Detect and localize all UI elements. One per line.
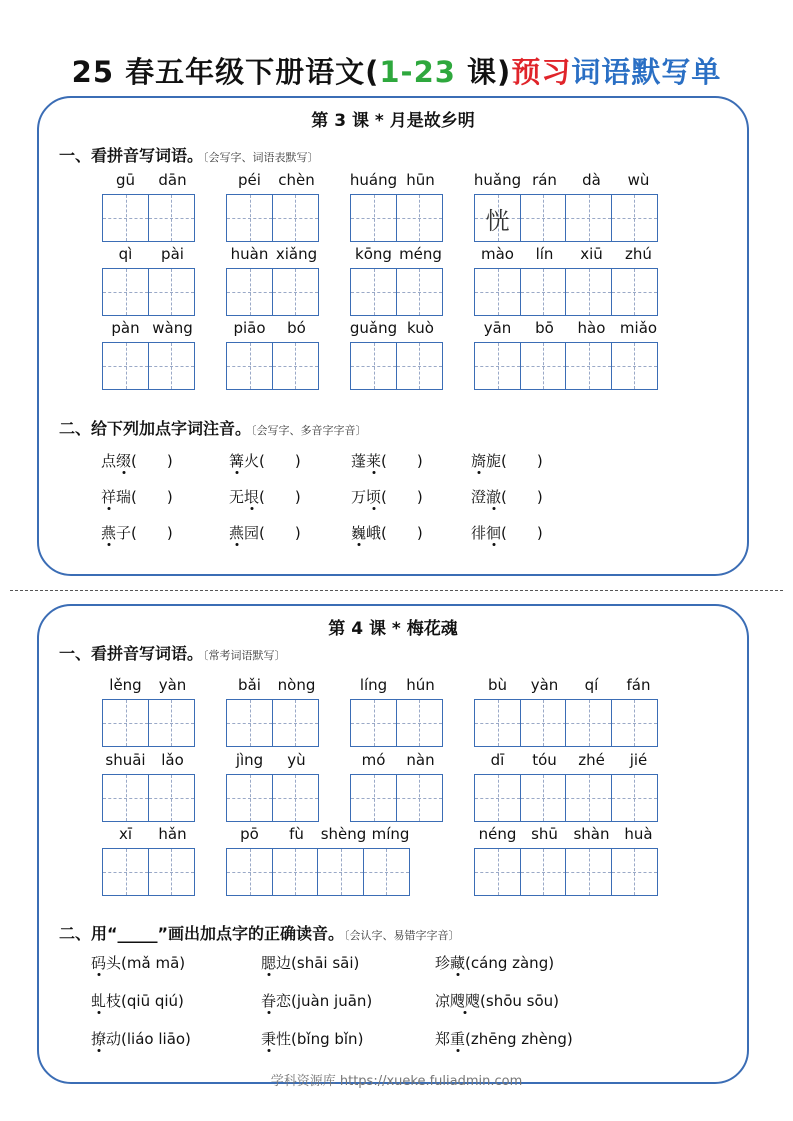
writing-box[interactable] (226, 848, 273, 896)
pinyin-syllable: shèng (320, 825, 367, 843)
annotation-item (471, 522, 543, 543)
pinyin-syllable: hào (577, 319, 606, 337)
writing-boxes (102, 848, 193, 896)
word-char-a: 眷 (261, 992, 277, 1010)
pinyin-row (102, 245, 196, 267)
writing-box[interactable] (317, 848, 364, 896)
writing-box[interactable] (474, 342, 521, 390)
pinyin-syllable: chèn (278, 171, 315, 189)
page-title (0, 50, 793, 91)
pinyin-syllable: tóu (532, 751, 557, 769)
pinyin-row (350, 245, 444, 267)
pinyin-row (226, 245, 320, 267)
annotation-item (229, 522, 301, 543)
writing-box[interactable] (226, 342, 273, 390)
pinyin-syllable: qí (584, 676, 599, 694)
word-char-b: 重 (450, 1030, 466, 1048)
writing-boxes (474, 268, 656, 316)
writing-box[interactable] (565, 774, 612, 822)
writing-boxes (102, 194, 193, 242)
annotation-item (101, 486, 173, 507)
pinyin-syllable: zhú (625, 245, 652, 263)
pinyin-syllable: bō (535, 319, 554, 337)
pinyin-syllable: yān (483, 319, 512, 337)
pinyin-syllable: pàn (111, 319, 140, 337)
writing-box[interactable] (102, 268, 149, 316)
answer-slot[interactable]: ( ) (381, 452, 423, 470)
writing-box[interactable] (520, 342, 567, 390)
pinyin-syllable: fù (289, 825, 304, 843)
word-char-b: 性 (276, 1030, 292, 1048)
writing-box[interactable] (565, 848, 612, 896)
writing-box[interactable] (611, 194, 658, 242)
lesson-4-panel (37, 604, 749, 1084)
dashed-divider (10, 590, 783, 591)
writing-boxes (226, 194, 317, 242)
title-worksheet: 词语默写单 (571, 55, 722, 89)
pinyin-syllable: guǎng (349, 319, 398, 337)
pinyin-row (350, 676, 444, 698)
annotation-item (471, 486, 543, 507)
word-char-b: 瑞 (116, 488, 132, 506)
writing-box[interactable] (520, 699, 567, 747)
answer-slot[interactable]: (mǎ mā) (121, 954, 186, 972)
pinyin-row (226, 825, 414, 847)
word-char-b: 头 (106, 954, 122, 972)
annotation-item (261, 1028, 363, 1049)
pinyin-row (226, 171, 320, 193)
pinyin-row (350, 751, 444, 773)
answer-slot[interactable]: ( ) (381, 488, 423, 506)
answer-slot[interactable]: (juàn juān) (291, 992, 373, 1010)
word-char-a: 无 (229, 488, 245, 506)
pinyin-syllable: huà (624, 825, 653, 843)
word-char-b: 峨 (366, 524, 382, 542)
writing-box[interactable] (565, 268, 612, 316)
pinyin-syllable: jié (629, 751, 648, 769)
word-char-a: 燕 (229, 524, 245, 542)
word-huáng-hūn (350, 171, 444, 243)
title-lesson-suffix: 课) (455, 55, 512, 89)
writing-boxes (226, 268, 317, 316)
writing-box[interactable] (148, 194, 195, 242)
word-char-a: 燕 (101, 524, 117, 542)
writing-box[interactable] (102, 774, 149, 822)
word-char-b: 飕飕 (450, 992, 481, 1010)
writing-box[interactable] (148, 848, 195, 896)
pinyin-syllable: yàn (158, 676, 187, 694)
pinyin-syllable: zhé (578, 751, 605, 769)
word-char-a: 虬 (91, 992, 107, 1010)
annotation-item (351, 450, 423, 471)
writing-box[interactable] (520, 848, 567, 896)
word-yān-bō-hào-miǎo (474, 319, 662, 391)
answer-slot[interactable]: ( ) (259, 488, 301, 506)
writing-box[interactable] (396, 194, 443, 242)
writing-boxes (102, 342, 193, 390)
word-kōng-méng (350, 245, 444, 317)
lesson-3-panel (37, 96, 749, 576)
word-char-b: 莱 (366, 452, 382, 470)
pinyin-syllable: nàn (406, 751, 435, 769)
pinyin-syllable: huáng (349, 171, 398, 189)
word-péi-chèn (226, 171, 320, 243)
pinyin-syllable: bó (287, 319, 306, 337)
answer-slot[interactable]: ( ) (259, 524, 301, 542)
answer-slot[interactable]: (shāi sāi) (291, 954, 360, 972)
pinyin-row (102, 825, 196, 847)
writing-box[interactable] (474, 848, 521, 896)
writing-boxes (474, 774, 656, 822)
pinyin-syllable: lín (535, 245, 554, 263)
pinyin-syllable: xī (118, 825, 133, 843)
pinyin-syllable: mó (361, 751, 386, 769)
section-note: 〔常考词语默写〕 (203, 649, 286, 662)
annotation-item (229, 450, 301, 471)
word-xī-hǎn (102, 825, 196, 897)
pinyin-syllable: dī (490, 751, 505, 769)
pinyin-syllable: miǎo (619, 319, 658, 337)
title-lesson-range: 1-23 (379, 55, 456, 89)
lesson-4-section-2-title (59, 921, 460, 944)
pinyin-syllable: qì (118, 245, 133, 263)
pinyin-syllable: fán (626, 676, 651, 694)
word-char-a: 澄 (471, 488, 487, 506)
writing-box[interactable] (474, 699, 521, 747)
word-guǎng-kuò (350, 319, 444, 391)
answer-slot[interactable]: (cáng zàng) (465, 954, 555, 972)
pinyin-syllable: jìng (235, 751, 264, 769)
lesson-3-section-2-title (59, 416, 367, 439)
word-char-a: 旖 (471, 452, 487, 470)
writing-box[interactable] (148, 699, 195, 747)
writing-box[interactable] (520, 194, 567, 242)
writing-box[interactable] (226, 774, 273, 822)
word-bù-yàn-qí-fán (474, 676, 662, 748)
word-dī-tóu-zhé-jié (474, 751, 662, 823)
writing-box[interactable] (396, 268, 443, 316)
writing-box[interactable] (226, 194, 273, 242)
pinyin-row (226, 319, 320, 341)
annotation-item (261, 990, 372, 1011)
pinyin-syllable: hūn (406, 171, 435, 189)
writing-box[interactable] (272, 194, 319, 242)
word-char-a: 点 (101, 452, 117, 470)
annotation-item (435, 952, 554, 973)
writing-box[interactable] (565, 342, 612, 390)
word-piāo-bó (226, 319, 320, 391)
word-char-a: 徘 (471, 524, 487, 542)
writing-box[interactable] (565, 194, 612, 242)
annotation-item (91, 990, 184, 1011)
writing-boxes (474, 194, 656, 242)
pinyin-syllable: xiū (580, 245, 603, 263)
pinyin-syllable: lěng (109, 676, 142, 694)
annotation-item (101, 450, 173, 471)
pinyin-syllable: gū (115, 171, 136, 189)
word-char-b: 旎 (486, 452, 502, 470)
word-char-b: 徊 (486, 524, 502, 542)
pinyin-row (226, 751, 320, 773)
pinyin-syllable: lǎo (161, 751, 184, 769)
pinyin-syllable: kuò (407, 319, 434, 337)
writing-box[interactable] (272, 848, 319, 896)
writing-boxes (350, 342, 441, 390)
writing-boxes (102, 699, 193, 747)
writing-box[interactable] (226, 699, 273, 747)
writing-box[interactable] (102, 194, 149, 242)
answer-slot[interactable]: ( ) (381, 524, 423, 542)
pinyin-row (350, 319, 444, 341)
writing-box[interactable] (272, 342, 319, 390)
word-char-b: 藏 (450, 954, 466, 972)
answer-slot[interactable]: ( ) (131, 452, 173, 470)
writing-box[interactable] (350, 342, 397, 390)
writing-box[interactable] (474, 194, 521, 242)
writing-boxes (474, 342, 656, 390)
word-char-b: 恋 (276, 992, 292, 1010)
word-char-b: 子 (116, 524, 132, 542)
annotation-item (435, 1028, 573, 1049)
word-char-a: 凉 (435, 992, 451, 1010)
annotation-item (91, 1028, 191, 1049)
writing-boxes (350, 268, 441, 316)
writing-boxes (102, 268, 193, 316)
pinyin-syllable: huàn (230, 245, 269, 263)
word-char-b: 缀 (116, 452, 132, 470)
writing-boxes (474, 848, 656, 896)
pinyin-syllable: pài (161, 245, 184, 263)
word-qì-pài (102, 245, 196, 317)
pinyin-syllable: shuāi (105, 751, 146, 769)
writing-box[interactable] (226, 268, 273, 316)
word-líng-hún (350, 676, 444, 748)
pinyin-syllable: pō (240, 825, 259, 843)
writing-box[interactable] (102, 848, 149, 896)
pinyin-syllable: hǎn (158, 825, 187, 843)
section-title-text: 一、看拼音写词语。 (59, 644, 204, 663)
pinyin-row (474, 825, 662, 847)
pinyin-syllable: mào (481, 245, 514, 263)
writing-box[interactable] (272, 699, 319, 747)
writing-box[interactable] (148, 342, 195, 390)
answer-slot[interactable]: ( ) (501, 452, 543, 470)
writing-box[interactable] (350, 699, 397, 747)
pinyin-syllable: wàng (152, 319, 193, 337)
answer-slot[interactable]: ( ) (131, 524, 173, 542)
writing-box[interactable] (102, 342, 149, 390)
pinyin-row (474, 751, 662, 773)
writing-box[interactable] (611, 268, 658, 316)
pinyin-row (474, 676, 662, 698)
writing-box[interactable] (611, 342, 658, 390)
word-lěng-yàn (102, 676, 196, 748)
word-char-a: 蓬 (351, 452, 367, 470)
writing-box[interactable] (350, 774, 397, 822)
word-bǎi-nòng (226, 676, 320, 748)
writing-box[interactable] (396, 342, 443, 390)
pinyin-syllable: huǎng (473, 171, 522, 189)
prefilled-character: 恍 (485, 206, 510, 235)
lesson-4-section-1-title (59, 641, 286, 664)
pinyin-row (226, 676, 320, 698)
pinyin-syllable: líng (359, 676, 388, 694)
answer-slot[interactable]: (qiū qiú) (121, 992, 184, 1010)
word-mào-lín-xiū-zhú (474, 245, 662, 317)
word-pō-fù-shèng-míng (226, 825, 414, 897)
section-title-text: 二、用“_____”画出加点字的正确读音。 (59, 924, 345, 943)
pinyin-syllable: hún (406, 676, 435, 694)
watermark: 学科资源库 https://xueke.fuliadmin.com (270, 1074, 523, 1089)
annotation-item (351, 486, 423, 507)
pinyin-syllable: dān (158, 171, 187, 189)
pinyin-syllable: xiǎng (275, 245, 318, 263)
writing-boxes (350, 194, 441, 242)
writing-box[interactable] (565, 699, 612, 747)
writing-boxes (102, 774, 193, 822)
writing-box[interactable] (611, 699, 658, 747)
writing-box[interactable] (148, 268, 195, 316)
word-char-a: 万 (351, 488, 367, 506)
annotation-item (91, 952, 185, 973)
answer-slot[interactable]: ( ) (131, 488, 173, 506)
word-char-b: 火 (244, 452, 260, 470)
pinyin-row (102, 171, 196, 193)
title-prefix: 25 春五年级下册语文( (71, 55, 380, 89)
answer-slot[interactable]: (liáo liāo) (121, 1030, 191, 1048)
word-char-a: 郑 (435, 1030, 451, 1048)
pinyin-row (102, 319, 196, 341)
pinyin-row (102, 751, 196, 773)
word-char-b: 枝 (106, 992, 122, 1010)
writing-box[interactable] (102, 699, 149, 747)
annotation-item (229, 486, 301, 507)
word-mó-nàn (350, 751, 444, 823)
writing-box[interactable] (611, 848, 658, 896)
pinyin-syllable: nòng (277, 676, 316, 694)
pinyin-syllable: míng (371, 825, 410, 843)
title-preview: 预习 (511, 55, 572, 89)
word-huǎng-rán-dà-wù (474, 171, 662, 243)
word-char-a: 篝 (229, 452, 245, 470)
answer-slot[interactable]: (shōu sōu) (480, 992, 560, 1010)
word-char-a: 码 (91, 954, 107, 972)
answer-slot[interactable]: ( ) (501, 488, 543, 506)
writing-box[interactable] (520, 774, 567, 822)
writing-boxes (226, 848, 408, 896)
word-shuāi-lǎo (102, 751, 196, 823)
word-gū-dān (102, 171, 196, 243)
writing-box[interactable] (396, 699, 443, 747)
word-jìng-yù (226, 751, 320, 823)
writing-box[interactable] (611, 774, 658, 822)
section-title-text: 二、给下列加点字词注音。 (59, 419, 252, 438)
word-char-a: 珍 (435, 954, 451, 972)
pinyin-syllable: shàn (573, 825, 610, 843)
word-char-b: 顷 (366, 488, 382, 506)
writing-box[interactable] (272, 268, 319, 316)
writing-boxes (474, 699, 656, 747)
pinyin-syllable: bù (487, 676, 508, 694)
pinyin-syllable: wù (627, 171, 650, 189)
word-char-a: 祥 (101, 488, 117, 506)
annotation-item (351, 522, 423, 543)
writing-boxes (226, 699, 317, 747)
writing-boxes (350, 774, 441, 822)
section-note: 〔会认字、易错字字音〕 (344, 929, 460, 942)
word-char-b: 园 (244, 524, 260, 542)
section-title-text: 一、看拼音写词语。 (59, 146, 204, 165)
section-note: 〔会写字、多音字字音〕 (251, 424, 367, 437)
pinyin-syllable: yù (287, 751, 306, 769)
writing-boxes (226, 774, 317, 822)
annotation-item (261, 952, 359, 973)
pinyin-row (350, 171, 444, 193)
pinyin-syllable: yàn (530, 676, 559, 694)
pinyin-row (102, 676, 196, 698)
pinyin-row (474, 171, 662, 193)
word-pàn-wàng (102, 319, 196, 391)
word-char-a: 秉 (261, 1030, 277, 1048)
word-char-b: 澈 (486, 488, 502, 506)
pinyin-syllable: piāo (233, 319, 266, 337)
writing-boxes (350, 699, 441, 747)
pinyin-syllable: kōng (355, 245, 392, 263)
lesson-3-section-1-title (59, 143, 319, 166)
annotation-item (101, 522, 173, 543)
lesson-4-heading: 第 4 课 * 梅花魂 (328, 619, 458, 639)
word-huàn-xiǎng (226, 245, 320, 317)
writing-boxes (226, 342, 317, 390)
pinyin-syllable: péi (238, 171, 261, 189)
pinyin-syllable: méng (399, 245, 442, 263)
writing-box[interactable] (520, 268, 567, 316)
word-char-b: 垠 (244, 488, 260, 506)
writing-box[interactable] (474, 774, 521, 822)
writing-box[interactable] (350, 194, 397, 242)
lesson-3-heading: 第 3 课 * 月是故乡明 (311, 111, 475, 131)
pinyin-syllable: shū (531, 825, 558, 843)
answer-slot[interactable]: ( ) (501, 524, 543, 542)
word-char-a: 巍 (351, 524, 367, 542)
pinyin-row (474, 245, 662, 267)
answer-slot[interactable]: (zhēng zhèng) (465, 1030, 573, 1048)
writing-box[interactable] (396, 774, 443, 822)
annotation-item (435, 990, 559, 1011)
answer-slot[interactable]: (bǐng bǐn) (291, 1030, 364, 1048)
writing-box[interactable] (363, 848, 410, 896)
section-note: 〔会写字、词语表默写〕 (203, 151, 319, 164)
writing-box[interactable] (148, 774, 195, 822)
answer-slot[interactable]: ( ) (259, 452, 301, 470)
writing-box[interactable] (350, 268, 397, 316)
writing-box[interactable] (272, 774, 319, 822)
word-char-b: 动 (106, 1030, 122, 1048)
pinyin-syllable: dà (582, 171, 601, 189)
pinyin-row (474, 319, 662, 341)
word-char-a: 撩 (91, 1030, 107, 1048)
pinyin-syllable: néng (478, 825, 517, 843)
word-char-a: 腮 (261, 954, 277, 972)
word-néng-shū-shàn-huà (474, 825, 662, 897)
word-char-b: 边 (276, 954, 292, 972)
pinyin-syllable: rán (532, 171, 557, 189)
pinyin-syllable: bǎi (238, 676, 261, 694)
annotation-item (471, 450, 543, 471)
writing-box[interactable] (474, 268, 521, 316)
